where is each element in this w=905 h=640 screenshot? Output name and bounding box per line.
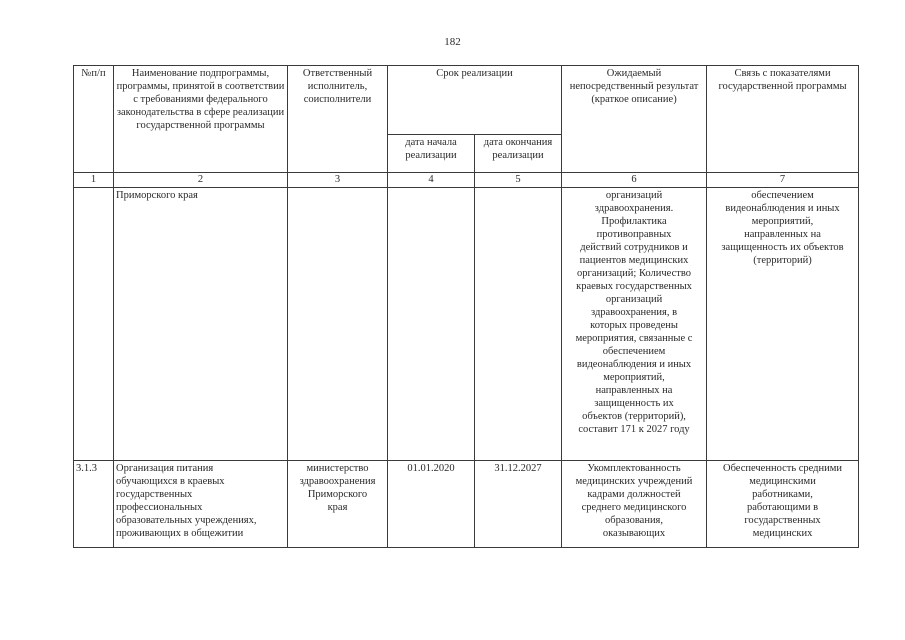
header-start: дата начала реализации [388,134,475,172]
table-row [74,461,859,548]
page-number: 182 [444,36,461,48]
column-number: 1 [74,173,114,188]
row-executor: министерство здравоохранения Приморского края [288,461,388,548]
header-name: Наименование подпрограммы, программы, принятой в соответствии с требованиями федерального законодательства в сфере реализации государственной программы [114,66,288,173]
column-number: 3 [288,173,388,188]
row-end-date: 31.12.2027 [475,461,562,548]
column-number: 6 [562,173,707,188]
program-table [73,65,859,548]
column-number: 7 [707,173,859,188]
column-number: 5 [475,173,562,188]
row-executor [288,188,388,461]
header-row-1 [74,66,859,135]
row-start-date: 01.01.2020 [388,461,475,548]
header-period: Срок реализации [388,66,562,135]
row-result: Укомплектованность медицинских учреждений кадрами должностей среднего медицинского образования, оказывающих [562,461,707,548]
row-num [74,188,114,461]
table-row [74,188,859,461]
row-start-date [388,188,475,461]
row-result: организаций здравоохранения. Профилактика противоправных действий сотрудников и пациентов медицинских организаций; Количество краевых государственных организаций здравоохранения, в которых проведены мероприятия, связанные с обеспечением видеонаблюдения и иных мероприятий, направленных на защищенность их объектов (территорий), составит 171 к 2027 году [562,188,707,461]
column-number-row [74,173,859,188]
row-name: Приморского края [114,188,288,461]
row-end-date [475,188,562,461]
header-result: Ожидаемый непосредственный результат (краткое описание) [562,66,707,173]
column-number: 4 [388,173,475,188]
column-number: 2 [114,173,288,188]
row-name: Организация питания обучающихся в краевых государственных профессиональных образовательных учреждениях, проживающих в общежитии [114,461,288,548]
row-num: 3.1.3 [74,461,114,548]
header-link: Связь с показателями государственной программы [707,66,859,173]
row-link: обеспечением видеонаблюдения и иных мероприятий, направленных на защищенность их объектов (территорий) [707,188,859,461]
header-executor: Ответственный исполнитель, соисполнители [288,66,388,173]
header-num: №п/п [74,66,114,173]
row-link: Обеспеченность средними медицинскими работниками, работающими в государственных медицинских [707,461,859,548]
header-end: дата окончания реализации [475,134,562,172]
